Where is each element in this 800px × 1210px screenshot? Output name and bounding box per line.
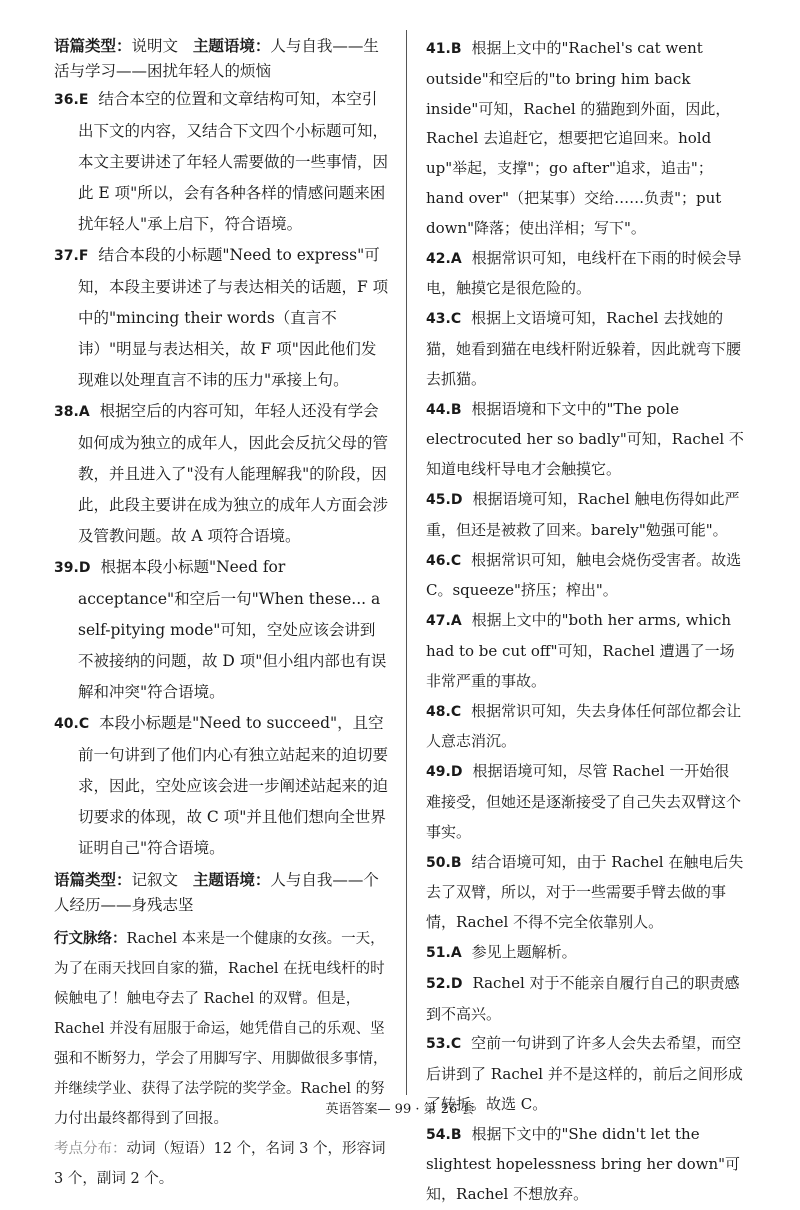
question-number: 41. xyxy=(426,41,451,57)
question-number: 53. xyxy=(426,1036,451,1053)
answer-letter: B xyxy=(450,854,462,871)
answer-letter: B xyxy=(450,41,462,57)
answer-item-40 xyxy=(54,708,390,864)
question-number: 44. xyxy=(426,401,451,418)
question-number: 51. xyxy=(426,944,451,961)
answer-item-52 xyxy=(426,969,744,1030)
answer-item-49 xyxy=(426,757,744,847)
section-type-value: 说明文 xyxy=(131,37,179,55)
answer-letter: D xyxy=(450,764,463,781)
answer-item-42 xyxy=(426,244,744,305)
test-point-text: 动词（短语）12 个，名词 3 个，形容词 3 个，副词 2 个。 xyxy=(54,1141,386,1187)
answer-letter: A xyxy=(450,944,462,961)
answer-item-47 xyxy=(426,606,744,696)
section-header-1 xyxy=(54,34,390,84)
question-number: 40. xyxy=(54,716,79,732)
question-number: 49. xyxy=(426,764,451,781)
answer-item-45 xyxy=(426,485,744,546)
left-column xyxy=(54,34,390,1194)
answer-item-36 xyxy=(54,84,390,240)
explanation-text: 根据上文中的"Rachel's cat went outside"和空后的"to bring him back inside"可知，Rachel 的猫跑到外面，因此，Rachel 去追赶它，想要把它追回来。hold up"举起，支撑"；go after"追求，追击"；hand over"（把某事）交给……负责"；put down"降落；使出洋相；写下"。 xyxy=(426,39,731,237)
section-theme-label: 主题语境： xyxy=(192,37,271,55)
section-type-value: 记叙文 xyxy=(131,871,179,889)
section-header-2 xyxy=(54,868,390,918)
test-point-distribution xyxy=(54,1134,390,1194)
explanation-text: Rachel 对于不能亲自履行自己的职责感到不高兴。 xyxy=(426,973,740,1023)
answer-item-41 xyxy=(426,34,744,244)
page-footer: 英语答案— 99 · 第 26 套 xyxy=(325,1102,475,1117)
answer-letter: C xyxy=(450,311,462,328)
explanation-text: 空前一句讲到了许多人会失去希望，而空后讲到了 Rachel 并不是这样的，前后之间形成了转折。故选 C。 xyxy=(426,1034,743,1113)
answer-letter: C xyxy=(450,1036,462,1053)
section-type-label: 语篇类型： xyxy=(54,37,132,55)
question-number: 37. xyxy=(54,248,79,264)
column-divider xyxy=(406,30,407,1095)
explanation-text: 根据上文中的"both her arms, which had to be cut off"可知，Rachel 遭遇了一场非常严重的事故。 xyxy=(426,611,735,690)
answer-letter: A xyxy=(450,613,462,630)
question-number: 38. xyxy=(54,404,79,420)
right-column xyxy=(426,34,744,1210)
answer-letter: A xyxy=(78,404,90,420)
answer-letter: C xyxy=(78,716,90,732)
question-number: 46. xyxy=(426,552,451,569)
answer-item-48 xyxy=(426,697,744,758)
answer-item-50 xyxy=(426,848,744,938)
explanation-text: 根据语境可知，尽管 Rachel 一开始很难接受，但她还是逐渐接受了自己失去双臂这个事实。 xyxy=(426,762,742,841)
answer-item-51 xyxy=(426,938,744,969)
answer-item-44 xyxy=(426,395,744,485)
question-number: 47. xyxy=(426,613,451,630)
explanation-text: 结合本空的位置和文章结构可知，本空引出下文的内容，又结合下文四个小标题可知，本文主要讲述了年轻人需要做的一些事情，因此 E 项"所以，会有各种各样的情感问题来困扰年轻人"承上启下，符合语境。 xyxy=(78,90,389,233)
answer-item-54 xyxy=(426,1120,744,1210)
answer-letter: B xyxy=(450,1126,462,1143)
section-type-label: 语篇类型： xyxy=(54,871,132,889)
question-number: 52. xyxy=(426,975,451,992)
test-point-label: 考点分布： xyxy=(54,1141,127,1157)
question-number: 39. xyxy=(54,560,79,576)
answer-item-37 xyxy=(54,240,390,396)
explanation-text: 根据常识可知，电线杆在下雨的时候会导电，触摸它是很危险的。 xyxy=(426,248,742,298)
answer-letter: A xyxy=(450,250,462,267)
explanation-text: 根据上文语境可知，Rachel 去找她的猫，她看到猫在电线杆附近躲着，因此就弯下腰去抓猫。 xyxy=(426,309,742,388)
answer-item-46 xyxy=(426,546,744,607)
explanation-text: 根据语境可知，Rachel 触电伤得如此严重，但还是被救了回来。barely"勉强可能"。 xyxy=(426,489,740,539)
section-theme-value: 人与自我——个人经历——身残志坚 xyxy=(54,871,379,914)
answer-item-43 xyxy=(426,304,744,394)
question-number: 50. xyxy=(426,854,451,871)
explanation-text: 根据本段小标题"Need for acceptance"和空后一句"When these... a self-pitying mode"可知，空处应该会讲到不被接纳的问题，故 D 项"但小组内部也有误解和冲突"符合语境。 xyxy=(78,558,387,701)
passage-outline-text: Rachel 本来是一个健康的女孩。一天，为了在雨天找回自家的猫，Rachel 在抚电线杆的时候触电了！触电夺去了 Rachel 的双臂。但是，Rachel 并没有屈服于命运，她凭借自己的乐观、坚强和不断努力，学会了用脚写字、用脚做很多事情，并继续学业、获得了法学院的奖学金。Rachel 的努力付出最终都得到了回报。 xyxy=(54,931,388,1127)
question-number: 42. xyxy=(426,250,451,267)
explanation-text: 结合语境可知，由于 Rachel 在触电后失去了双臂，所以，对于一些需要手臂去做的事情，Rachel 不得不完全依靠别人。 xyxy=(426,852,744,932)
section-theme-value: 人与自我——生活与学习——困扰年轻人的烦恼 xyxy=(54,37,379,80)
answer-letter: E xyxy=(78,92,89,108)
answer-item-38 xyxy=(54,396,390,552)
answer-letter: C xyxy=(450,703,462,720)
answer-letter: B xyxy=(450,401,462,418)
question-number: 43. xyxy=(426,311,451,328)
question-number: 36. xyxy=(54,92,79,108)
explanation-text: 参见上题解析。 xyxy=(471,942,577,961)
answer-letter: D xyxy=(450,975,463,992)
answer-letter: C xyxy=(450,552,462,569)
answer-letter: F xyxy=(78,248,89,264)
explanation-text: 根据常识可知，失去身体任何部位都会让人意志消沉。 xyxy=(426,701,742,751)
explanation-text: 结合本段的小标题"Need to express"可知，本段主要讲述了与表达相关的话题，F 项中的"mincing their words（直言不讳）"明显与表达相关，故 F 项"因此他们发现难以处理直言不讳的压力"承接上句。 xyxy=(78,246,389,389)
answer-letter: D xyxy=(450,491,463,508)
answer-item-39 xyxy=(54,552,390,708)
answer-letter: D xyxy=(78,560,91,576)
question-number: 48. xyxy=(426,703,451,720)
explanation-text: 根据下文中的"She didn't let the slightest hopelessness bring her down"可知，Rachel 不想放弃。 xyxy=(426,1124,741,1204)
question-number: 54. xyxy=(426,1126,451,1143)
question-number: 45. xyxy=(426,491,451,508)
explanation-text: 根据空后的内容可知，年轻人还没有学会如何成为独立的成年人，因此会反抗父母的管教，并且进入了"没有人能理解我"的阶段，因此，此段主要讲在成为独立的成年人方面会涉及管教问题。故 A 项符合语境。 xyxy=(78,402,389,545)
explanation-text: 本段小标题是"Need to succeed"，且空前一句讲到了他们内心有独立站起来的迫切要求，因此，空处应该会进一步阐述站起来的迫切要求的体现，故 C 项"并且他们想向全世界证明自己"符合语境。 xyxy=(78,714,389,857)
passage-outline-label: 行文脉络： xyxy=(54,931,127,947)
explanation-text: 根据语境和下文中的"The pole electrocuted her so badly"可知，Rachel 不知道电线杆导电才会触摸它。 xyxy=(426,399,744,479)
explanation-text: 根据常识可知，触电会烧伤受害者。故选 C。squeeze"挤压；榨出"。 xyxy=(426,550,742,600)
section-theme-label: 主题语境： xyxy=(192,871,271,889)
